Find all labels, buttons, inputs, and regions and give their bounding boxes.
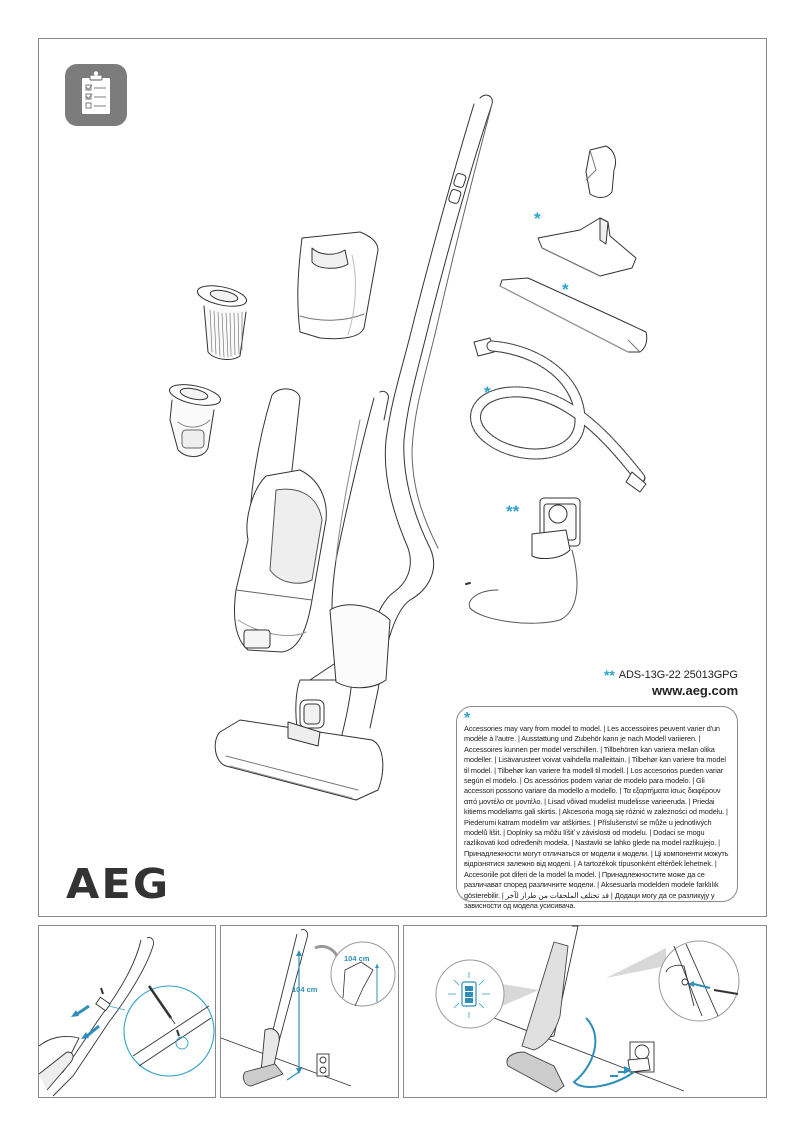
panel-charging xyxy=(403,925,767,1098)
height-label: 104 cm xyxy=(292,985,318,994)
charging-illustration xyxy=(404,926,768,1099)
handle-screw-illustration xyxy=(39,926,217,1099)
panel-height-dimension xyxy=(220,925,399,1098)
vacuum-height-illustration xyxy=(221,926,400,1099)
double-star-marker: ** xyxy=(604,667,615,683)
accessory-star-marker: * xyxy=(484,383,491,402)
disclaimer-text: Accessories may vary from model to model. | Les accessoires peuvent varier d'un modèle à l'autre. | Ausstattung und Zubehör kann je nach Modell variieren. | Accessoires kunnen per model verschillen. | Tillbehören kan variera mellan olika modeller. | Lisävarusteet voivat vaihdella malleittain. | Tilbehør kan variere fra model til model. | Tilbehør kan variere fra modell til modell. | Los accesorios pueden variar según el modelo. | Os acessórios podem variar de modelo para modelo. | Gli accessori possono variare da modello a modello. | Τα εξαρτήματα ίσως διαφέρουν από μοντέλο σε μοντέλο. | Lisad võivad mudelist mudelisse varieeruda. | Priedai kitiems modeliams gali skirtis. | Akcesoria mogą się różnić w zależności od modelu. | Piederumi katram modelim var atšķirties. | Příslušenství se může u jednotlivých modelů lišit. | Doplnky sa môžu líšiť v závislosti od modelu. | Dodaci se mogu razlikovati kod određenih modela. | Nastavki se lahko glede na model razlikujejo. | Принадлежности могут отличаться от модели к модели. | Ці компоненти можуть відрізнятися залежно від моделі. | A tartozékok típusonként eltérőek lehetnek. | Accesoriile pot diferi de la model la model. | Принадлежностите може да се различават според различните модели. | Aksesuarla modelden modele farklılık gösterebilir. | قد تختلف الملحقات من طراز لآخر | Додаци могу да се разликују у зависности од модела усисивача. xyxy=(464,724,729,910)
charger-model-code xyxy=(604,667,738,683)
aeg-logo: AEG xyxy=(66,860,171,908)
accessory-star-marker: * xyxy=(534,209,541,228)
accessories-disclaimer-box xyxy=(456,706,738,910)
disclaimer-star-marker: * xyxy=(464,710,471,727)
height-detail-label: 104 cm xyxy=(344,954,370,963)
charger-double-star-marker: ** xyxy=(506,502,520,521)
website-link[interactable]: www.aeg.com xyxy=(652,683,739,698)
panel-handle-assembly xyxy=(38,925,216,1098)
accessory-star-marker: * xyxy=(562,280,569,299)
model-code-text: ADS-13G-22 25013GPG xyxy=(618,669,738,681)
